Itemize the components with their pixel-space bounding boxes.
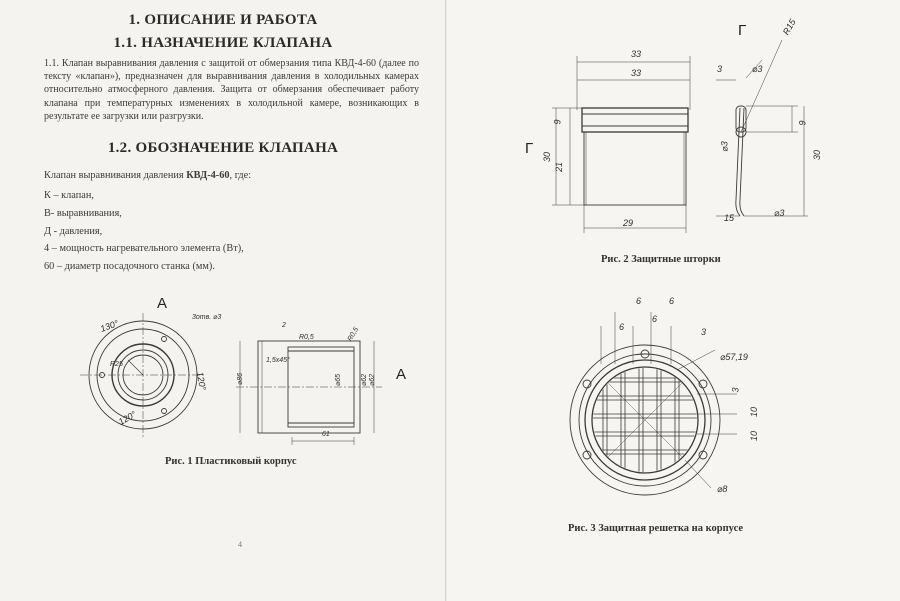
fig2-profile-dim: 15 — [724, 213, 735, 223]
fig1-dim: ⌀62 — [369, 373, 377, 387]
fig2-front-view — [542, 48, 712, 238]
fig3-dim-right: 10 — [749, 430, 760, 442]
view-label-a-top: А — [157, 295, 168, 312]
fig3-dim-top: 6 — [619, 322, 625, 332]
fig1-dim: 120° — [116, 409, 138, 427]
designation-line: Клапан выравнивания давления КВД-4-60, где: — [44, 170, 252, 181]
fig1-caption: Рис. 1 Пластиковый корпус — [165, 456, 297, 467]
view-label-a-side: А — [396, 366, 407, 383]
fig2-dim-top: 33 — [631, 49, 642, 59]
legend-item: К – клапан, — [44, 190, 94, 201]
fig1-side-section — [232, 325, 387, 450]
fig2-dim-bottom: 29 — [623, 218, 634, 228]
legend-item: 60 – диаметр посадочного станка (мм). — [44, 261, 215, 272]
subsection-title-purpose: 1.1. НАЗНАЧЕНИЕ КЛАПАНА — [113, 35, 333, 51]
designation-code: КВД-4-60 — [186, 170, 230, 181]
fig2-profile-dim: 30 — [812, 149, 823, 161]
fig1-dim: 120° — [194, 370, 208, 392]
subsection-title-designation: 1.2. ОБОЗНАЧЕНИЕ КЛАПАНА — [107, 140, 339, 156]
fig2-dim-left: 21 — [554, 161, 565, 173]
legend-item: В- выравнивания, — [44, 208, 122, 219]
fig1-dim: ⌀65 — [335, 373, 343, 387]
fig1-dim: ⌀62 — [361, 373, 369, 387]
right-page — [447, 0, 900, 601]
fig1-dim: ⌀86 — [237, 372, 245, 386]
section-title: 1. ОПИСАНИЕ И РАБОТА — [128, 12, 318, 28]
fig2-profile-dim: 3 — [717, 64, 723, 74]
fig3-dim-right: 3 — [730, 387, 741, 393]
fig2-section-mark-left: Г — [525, 140, 534, 157]
fig2-section-mark-right: Г — [738, 22, 747, 39]
fig2-profile-dim: 9 — [797, 120, 808, 126]
fig1-dim: 1,5x45° — [266, 357, 290, 364]
fig3-dim-top: 6 — [652, 314, 658, 324]
fig2-dim-left: 9 — [552, 119, 563, 125]
fig2-dim-top: 33 — [631, 68, 642, 78]
fig2-profile-dim: ⌀3 — [774, 208, 785, 218]
legend-item: 4 – мощность нагревательного элемента (Вт), — [44, 243, 244, 254]
fig3-caption: Рис. 3 Защитная решетка на корпусе — [568, 523, 744, 534]
fig2-dim-left: 30 — [542, 151, 553, 163]
fig3-grille-view — [565, 340, 728, 506]
fig2-profile-dim: R15 — [780, 17, 798, 37]
fig3-dim-top: 6 — [636, 296, 642, 306]
fig3-dim-top: 6 — [669, 296, 675, 306]
legend-item: Д - давления, — [44, 226, 103, 237]
fig1-dim: R0,5 — [346, 326, 361, 343]
fig3-dim-right: ⌀57,19 — [720, 352, 748, 362]
fig2-caption: Рис. 2 Защитные шторки — [601, 254, 721, 265]
fig3-dim-right: 10 — [749, 406, 760, 418]
fig3-dim-top: 3 — [701, 327, 707, 337]
fig2-profile-dim: ⌀3 — [719, 141, 730, 152]
purpose-paragraph: 1.1. Клапан выравнивания давления с защитой от обмерзания типа КВД-4-60 (далее по тексту «клапан»), предназначен для выравнивания давления в холодильных камерах относительно атмосферного давления. Защита от обмерзания обеспечивает работу клапана при температурных изменениях в холодильной камере, возникающих в результате ее загрузки или разгрузки. — [44, 58, 419, 122]
fig2-profile-dim: ⌀3 — [752, 64, 763, 74]
left-page — [0, 0, 446, 601]
fig1-dim: R25 — [110, 361, 123, 368]
fig1-dim: 2 — [282, 322, 286, 329]
fig1-dim: 130° — [98, 318, 120, 334]
fig3-dim-hole: ⌀8 — [717, 484, 728, 494]
page-number: 4 — [238, 540, 242, 549]
fig1-dim: 61 — [322, 431, 330, 438]
fig1-dim: R0,5 — [299, 334, 314, 341]
fig1-dim: 3отв. ⌀3 — [192, 314, 222, 321]
